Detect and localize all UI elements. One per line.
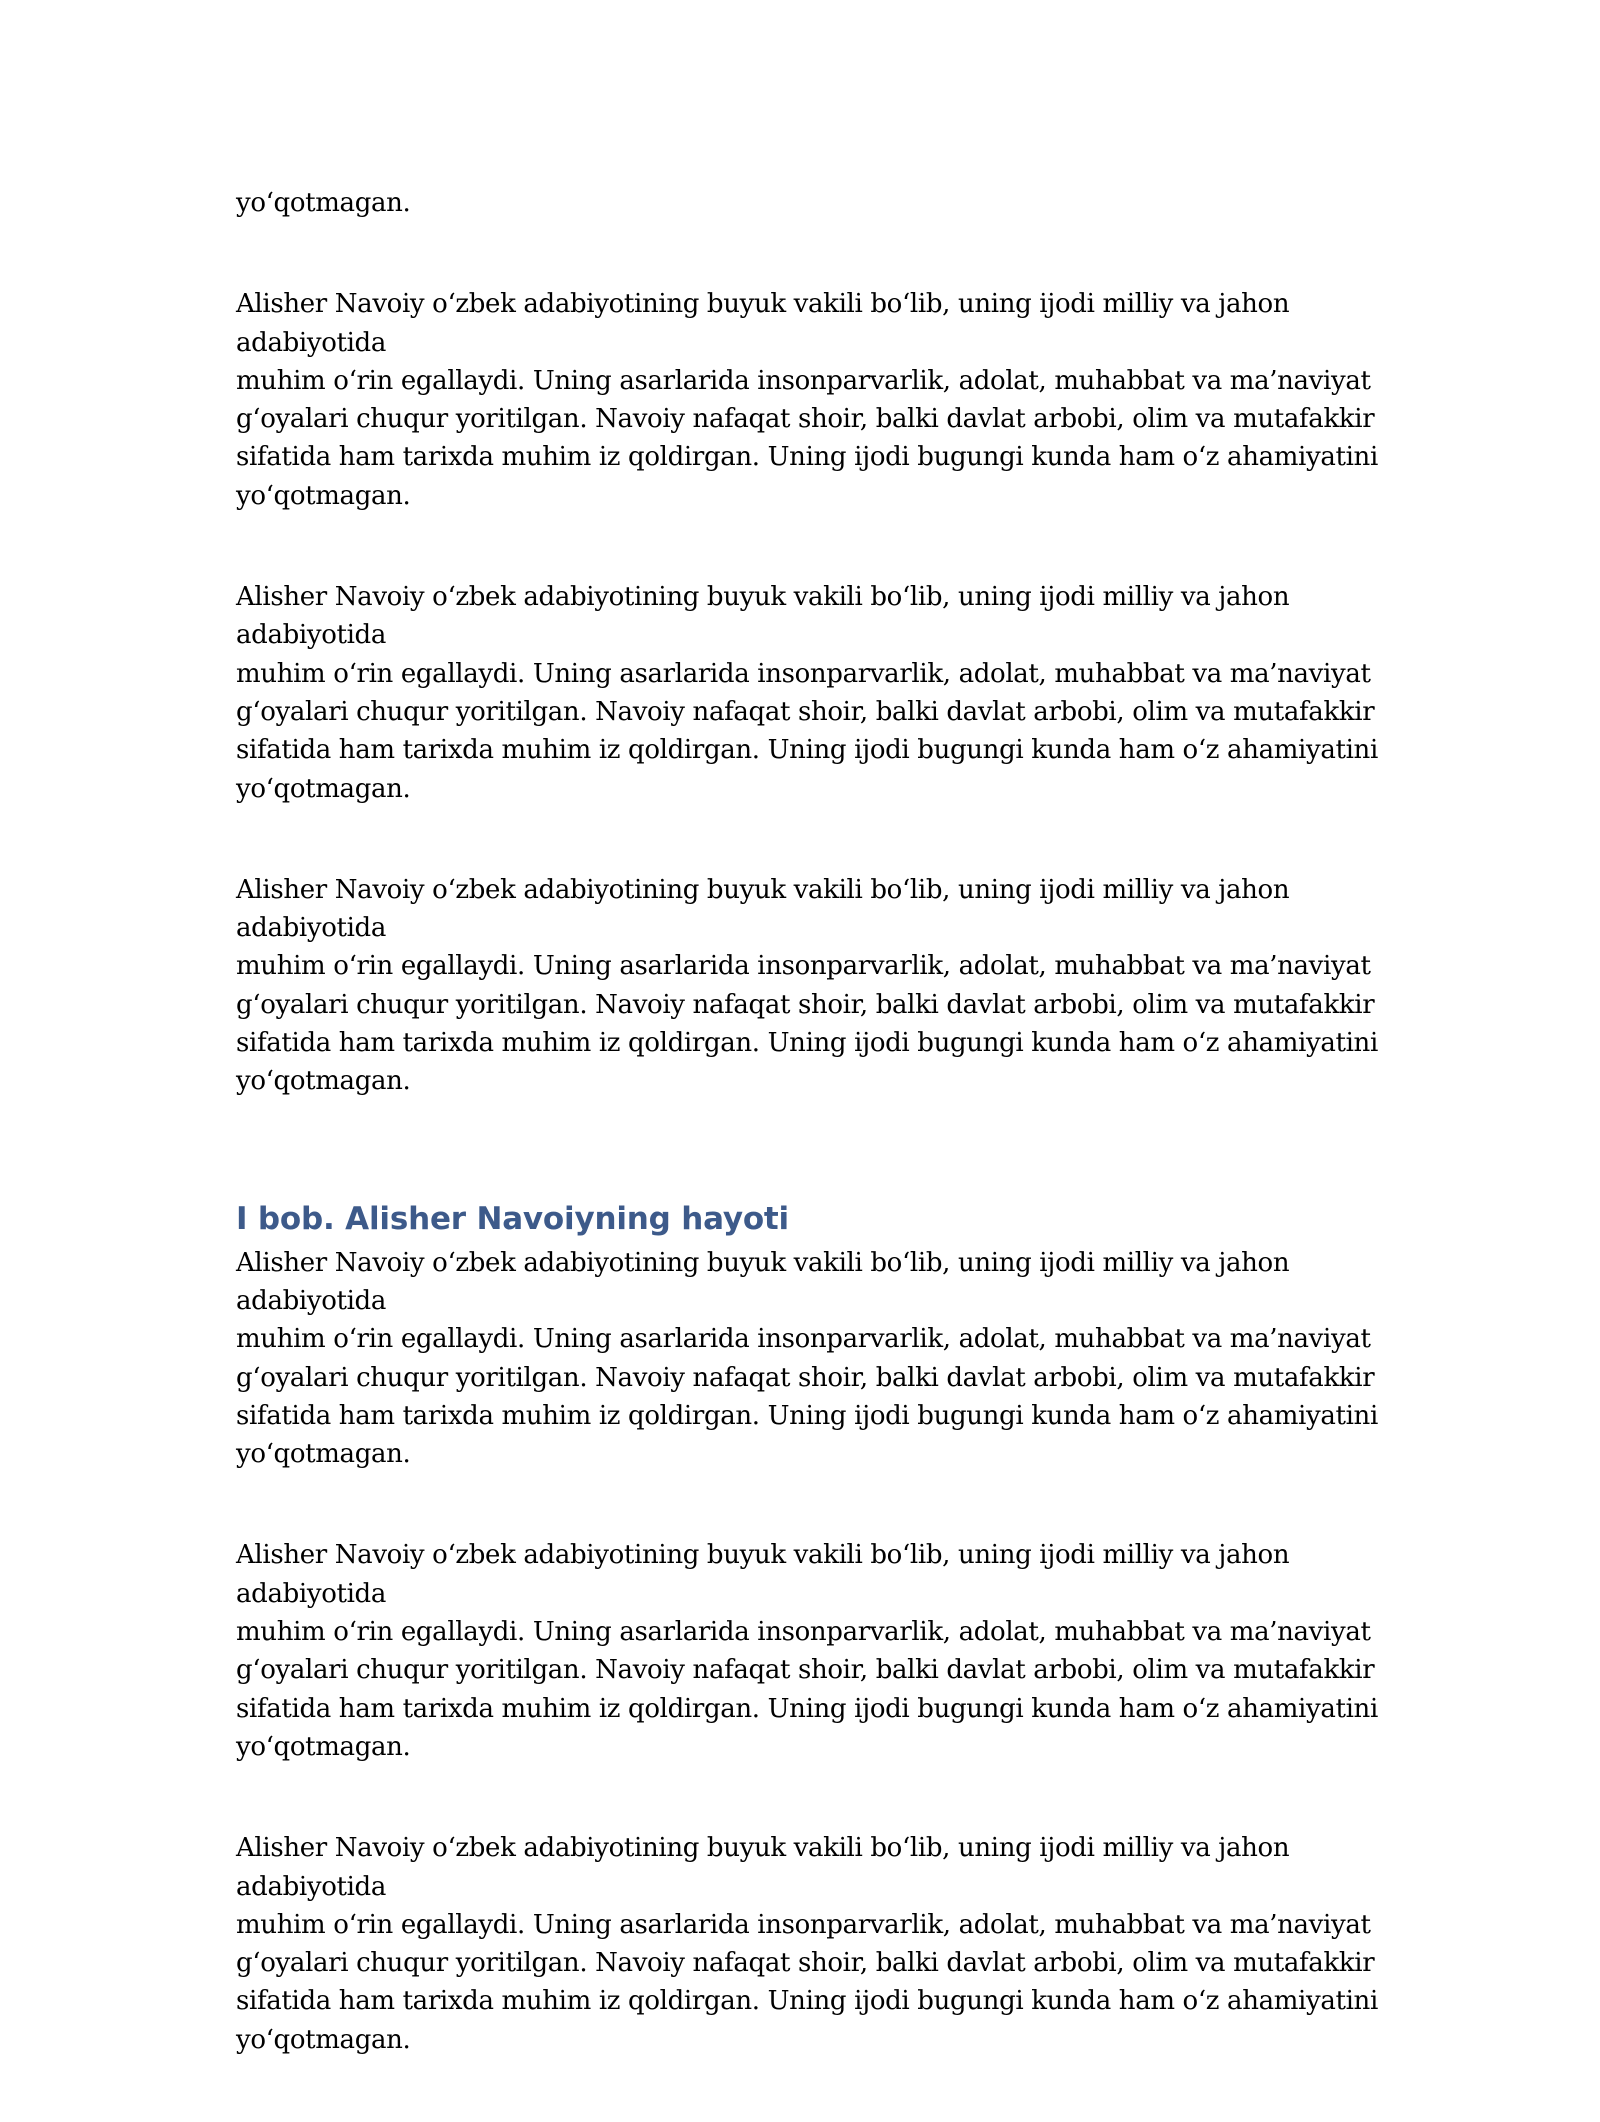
- body-paragraph: Alisher Navoiy o‘zbek adabiyotining buyuk vakili bo‘lib, uning ijodi milliy va jahon adabiyotida muhim o‘rin egallaydi. Uning asarlarida insonparvarlik, adolat, muhabbat va ma’naviyat g‘oyalari chuqur yoritilgan. Navoiy nafaqat shoir, balki davlat arbobi, olim va mutafakkir sifatida ham tarixda muhim iz qoldirgan. Uning ijodi bugungi kunda ham o‘z ahamiyatini yo‘qotmagan.: [236, 1247, 1378, 1470]
- document-body: [236, 184, 1396, 2122]
- section-heading: I bob. Alisher Navoiyning hayoti: [236, 1200, 789, 1237]
- body-paragraph: Alisher Navoiy o‘zbek adabiyotining buyuk vakili bo‘lib, uning ijodi milliy va jahon adabiyotida muhim o‘rin egallaydi. Uning asarlarida insonparvarlik, adolat, muhabbat va ma’naviyat g‘oyalari chuqur yoritilgan. Navoiy nafaqat shoir, balki davlat arbobi, olim va mutafakkir sifatida ham tarixda muhim iz qoldirgan. Uning ijodi bugungi kunda ham o‘z ahamiyatini yo‘qotmagan.: [236, 1833, 1378, 2055]
- body-paragraph: Alisher Navoiy o‘zbek adabiyotining buyuk vakili bo‘lib, uning ijodi milliy va jahon adabiyotida muhim o‘rin egallaydi. Uning asarlarida insonparvarlik, adolat, muhabbat va ma’naviyat g‘oyalari chuqur yoritilgan. Navoiy nafaqat shoir, balki davlat arbobi, olim va mutafakkir sifatida ham tarixda muhim iz qoldirgan. Uning ijodi bugungi kunda ham o‘z ahamiyatini yo‘qotmagan.: [236, 289, 1378, 511]
- body-paragraph: Alisher Navoiy o‘zbek adabiyotining buyuk vakili bo‘lib, uning ijodi milliy va jahon adabiyotida muhim o‘rin egallaydi. Uning asarlarida insonparvarlik, adolat, muhabbat va ma’naviyat g‘oyalari chuqur yoritilgan. Navoiy nafaqat shoir, balki davlat arbobi, olim va mutafakkir sifatida ham tarixda muhim iz qoldirgan. Uning ijodi bugungi kunda ham o‘z ahamiyatini yo‘qotmagan.: [236, 874, 1378, 1097]
- body-paragraph: Alisher Navoiy o‘zbek adabiyotining buyuk vakili bo‘lib, uning ijodi milliy va jahon adabiyotida muhim o‘rin egallaydi. Uning asarlarida insonparvarlik, adolat, muhabbat va ma’naviyat g‘oyalari chuqur yoritilgan. Navoiy nafaqat shoir, balki davlat arbobi, olim va mutafakkir sifatida ham tarixda muhim iz qoldirgan. Uning ijodi bugungi kunda ham o‘z ahamiyatini yo‘qotmagan.: [236, 1540, 1378, 1762]
- continuation-paragraph: yo‘qotmagan.: [236, 188, 411, 218]
- body-paragraph: Alisher Navoiy o‘zbek adabiyotining buyuk vakili bo‘lib, uning ijodi milliy va jahon adabiyotida muhim o‘rin egallaydi. Uning asarlarida insonparvarlik, adolat, muhabbat va ma’naviyat g‘oyalari chuqur yoritilgan. Navoiy nafaqat shoir, balki davlat arbobi, olim va mutafakkir sifatida ham tarixda muhim iz qoldirgan. Uning ijodi bugungi kunda ham o‘z ahamiyatini yo‘qotmagan.: [236, 582, 1378, 804]
